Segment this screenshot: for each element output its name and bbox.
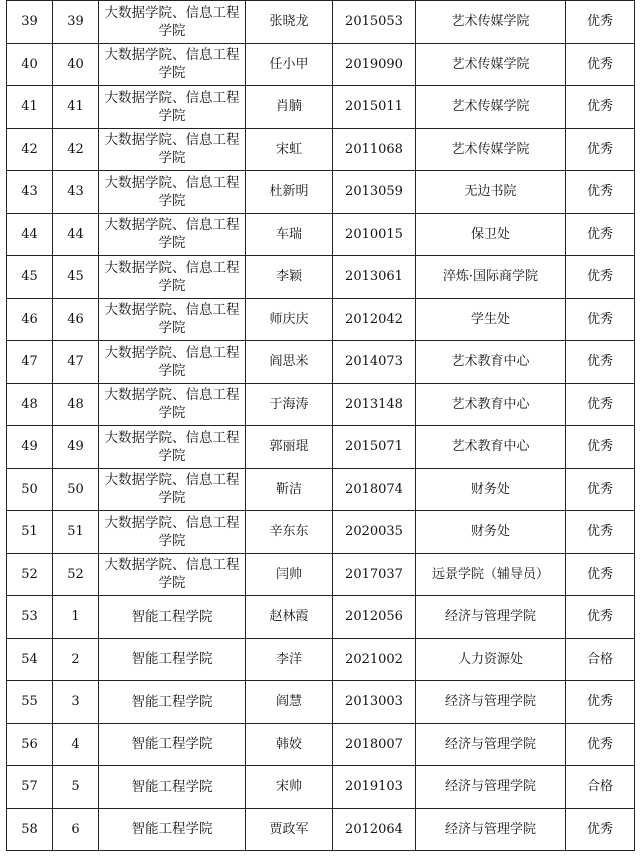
row-department-cell: 经济与管理学院 [416,596,566,639]
row-result-cell: 优秀 [566,808,635,851]
row-department-cell: 艺术传媒学院 [416,1,566,44]
row-unit-cell: 大数据学院、信息工程学院 [99,383,246,426]
table-row [7,86,635,129]
row-number-cell: 51 [53,511,99,554]
row-department-cell: 财务处 [416,511,566,554]
row-seq-cell: 43 [7,171,53,214]
row-department-cell: 远景学院（辅导员） [416,553,566,596]
table-row [7,256,635,299]
row-seq-cell: 42 [7,128,53,171]
row-staff-id-cell: 2011068 [333,128,416,171]
row-number-cell: 2 [53,638,99,681]
row-number-cell: 47 [53,341,99,384]
row-unit-cell: 大数据学院、信息工程学院 [99,341,246,384]
row-number-cell: 3 [53,681,99,724]
evaluation-table [6,0,635,851]
row-unit-cell: 智能工程学院 [99,638,246,681]
row-staff-id-cell: 2010015 [333,213,416,256]
row-result-cell: 优秀 [566,468,635,511]
row-staff-id-cell: 2013061 [333,256,416,299]
row-number-cell: 50 [53,468,99,511]
table-row [7,128,635,171]
table-row [7,596,635,639]
row-seq-cell: 40 [7,43,53,86]
row-number-cell: 49 [53,426,99,469]
row-department-cell: 艺术教育中心 [416,341,566,384]
row-staff-id-cell: 2012056 [333,596,416,639]
row-unit-cell: 大数据学院、信息工程学院 [99,256,246,299]
table-row [7,171,635,214]
row-result-cell: 优秀 [566,511,635,554]
table-row [7,213,635,256]
row-seq-cell: 50 [7,468,53,511]
row-number-cell: 44 [53,213,99,256]
table-row [7,468,635,511]
row-seq-cell: 54 [7,638,53,681]
row-staff-id-cell: 2013148 [333,383,416,426]
row-name-cell: 宋虹 [246,128,333,171]
row-result-cell: 优秀 [566,596,635,639]
row-number-cell: 4 [53,723,99,766]
row-unit-cell: 大数据学院、信息工程学院 [99,171,246,214]
row-name-cell: 李颖 [246,256,333,299]
row-department-cell: 经济与管理学院 [416,681,566,724]
table-row [7,341,635,384]
row-result-cell: 优秀 [566,86,635,129]
row-department-cell: 淬炼·国际商学院 [416,256,566,299]
table-row [7,638,635,681]
row-department-cell: 人力资源处 [416,638,566,681]
row-number-cell: 52 [53,553,99,596]
row-staff-id-cell: 2015053 [333,1,416,44]
row-unit-cell: 大数据学院、信息工程学院 [99,426,246,469]
row-unit-cell: 大数据学院、信息工程学院 [99,511,246,554]
table-row [7,511,635,554]
row-unit-cell: 智能工程学院 [99,723,246,766]
row-number-cell: 39 [53,1,99,44]
table-row [7,766,635,809]
row-department-cell: 艺术传媒学院 [416,86,566,129]
row-staff-id-cell: 2020035 [333,511,416,554]
row-department-cell: 经济与管理学院 [416,766,566,809]
row-name-cell: 肖腩 [246,86,333,129]
row-seq-cell: 48 [7,383,53,426]
table-row [7,298,635,341]
row-number-cell: 1 [53,596,99,639]
row-name-cell: 贾政军 [246,808,333,851]
row-name-cell: 师庆庆 [246,298,333,341]
row-name-cell: 韩姣 [246,723,333,766]
row-seq-cell: 47 [7,341,53,384]
row-result-cell: 优秀 [566,723,635,766]
row-result-cell: 优秀 [566,171,635,214]
row-name-cell: 靳洁 [246,468,333,511]
row-name-cell: 赵林霞 [246,596,333,639]
row-number-cell: 45 [53,256,99,299]
row-name-cell: 张晓龙 [246,1,333,44]
row-seq-cell: 56 [7,723,53,766]
row-staff-id-cell: 2015071 [333,426,416,469]
row-staff-id-cell: 2019103 [333,766,416,809]
row-staff-id-cell: 2014073 [333,341,416,384]
table-row [7,808,635,851]
row-number-cell: 40 [53,43,99,86]
table-row [7,723,635,766]
table-body [7,1,635,851]
row-department-cell: 艺术传媒学院 [416,43,566,86]
row-unit-cell: 智能工程学院 [99,596,246,639]
row-staff-id-cell: 2017037 [333,553,416,596]
row-unit-cell: 大数据学院、信息工程学院 [99,553,246,596]
row-result-cell: 优秀 [566,553,635,596]
row-seq-cell: 46 [7,298,53,341]
row-unit-cell: 大数据学院、信息工程学院 [99,298,246,341]
row-name-cell: 阎思米 [246,341,333,384]
row-seq-cell: 49 [7,426,53,469]
table-row [7,553,635,596]
row-number-cell: 5 [53,766,99,809]
row-result-cell: 优秀 [566,256,635,299]
row-name-cell: 任小甲 [246,43,333,86]
row-department-cell: 无边书院 [416,171,566,214]
row-seq-cell: 41 [7,86,53,129]
row-seq-cell: 51 [7,511,53,554]
row-result-cell: 优秀 [566,341,635,384]
row-seq-cell: 58 [7,808,53,851]
row-staff-id-cell: 2013059 [333,171,416,214]
row-staff-id-cell: 2012064 [333,808,416,851]
row-unit-cell: 大数据学院、信息工程学院 [99,1,246,44]
row-result-cell: 优秀 [566,298,635,341]
row-result-cell: 优秀 [566,43,635,86]
row-unit-cell: 大数据学院、信息工程学院 [99,43,246,86]
row-name-cell: 辛东东 [246,511,333,554]
row-unit-cell: 大数据学院、信息工程学院 [99,213,246,256]
row-name-cell: 李洋 [246,638,333,681]
row-department-cell: 经济与管理学院 [416,723,566,766]
row-unit-cell: 智能工程学院 [99,681,246,724]
row-result-cell: 合格 [566,766,635,809]
row-result-cell: 合格 [566,638,635,681]
row-seq-cell: 52 [7,553,53,596]
row-seq-cell: 39 [7,1,53,44]
row-unit-cell: 智能工程学院 [99,808,246,851]
row-department-cell: 艺术教育中心 [416,426,566,469]
table-row [7,1,635,44]
row-unit-cell: 智能工程学院 [99,766,246,809]
row-result-cell: 优秀 [566,426,635,469]
row-result-cell: 优秀 [566,1,635,44]
row-department-cell: 保卫处 [416,213,566,256]
row-result-cell: 优秀 [566,128,635,171]
table-row [7,426,635,469]
row-department-cell: 经济与管理学院 [416,808,566,851]
row-staff-id-cell: 2018074 [333,468,416,511]
row-name-cell: 阎慧 [246,681,333,724]
row-result-cell: 优秀 [566,383,635,426]
row-staff-id-cell: 2019090 [333,43,416,86]
row-staff-id-cell: 2021002 [333,638,416,681]
row-name-cell: 杜新明 [246,171,333,214]
row-unit-cell: 大数据学院、信息工程学院 [99,128,246,171]
row-number-cell: 6 [53,808,99,851]
row-staff-id-cell: 2012042 [333,298,416,341]
row-number-cell: 41 [53,86,99,129]
row-department-cell: 艺术传媒学院 [416,128,566,171]
row-staff-id-cell: 2013003 [333,681,416,724]
row-result-cell: 优秀 [566,213,635,256]
row-department-cell: 财务处 [416,468,566,511]
table-row [7,681,635,724]
row-name-cell: 车瑞 [246,213,333,256]
row-seq-cell: 44 [7,213,53,256]
table-row [7,43,635,86]
row-name-cell: 闫帅 [246,553,333,596]
row-staff-id-cell: 2018007 [333,723,416,766]
row-unit-cell: 大数据学院、信息工程学院 [99,468,246,511]
row-seq-cell: 57 [7,766,53,809]
row-number-cell: 43 [53,171,99,214]
row-number-cell: 46 [53,298,99,341]
row-result-cell: 优秀 [566,681,635,724]
row-department-cell: 学生处 [416,298,566,341]
row-department-cell: 艺术教育中心 [416,383,566,426]
row-seq-cell: 55 [7,681,53,724]
row-number-cell: 48 [53,383,99,426]
row-name-cell: 郭丽琨 [246,426,333,469]
row-staff-id-cell: 2015011 [333,86,416,129]
row-name-cell: 于海涛 [246,383,333,426]
row-seq-cell: 45 [7,256,53,299]
row-number-cell: 42 [53,128,99,171]
row-name-cell: 宋帅 [246,766,333,809]
row-unit-cell: 大数据学院、信息工程学院 [99,86,246,129]
table-row [7,383,635,426]
row-seq-cell: 53 [7,596,53,639]
